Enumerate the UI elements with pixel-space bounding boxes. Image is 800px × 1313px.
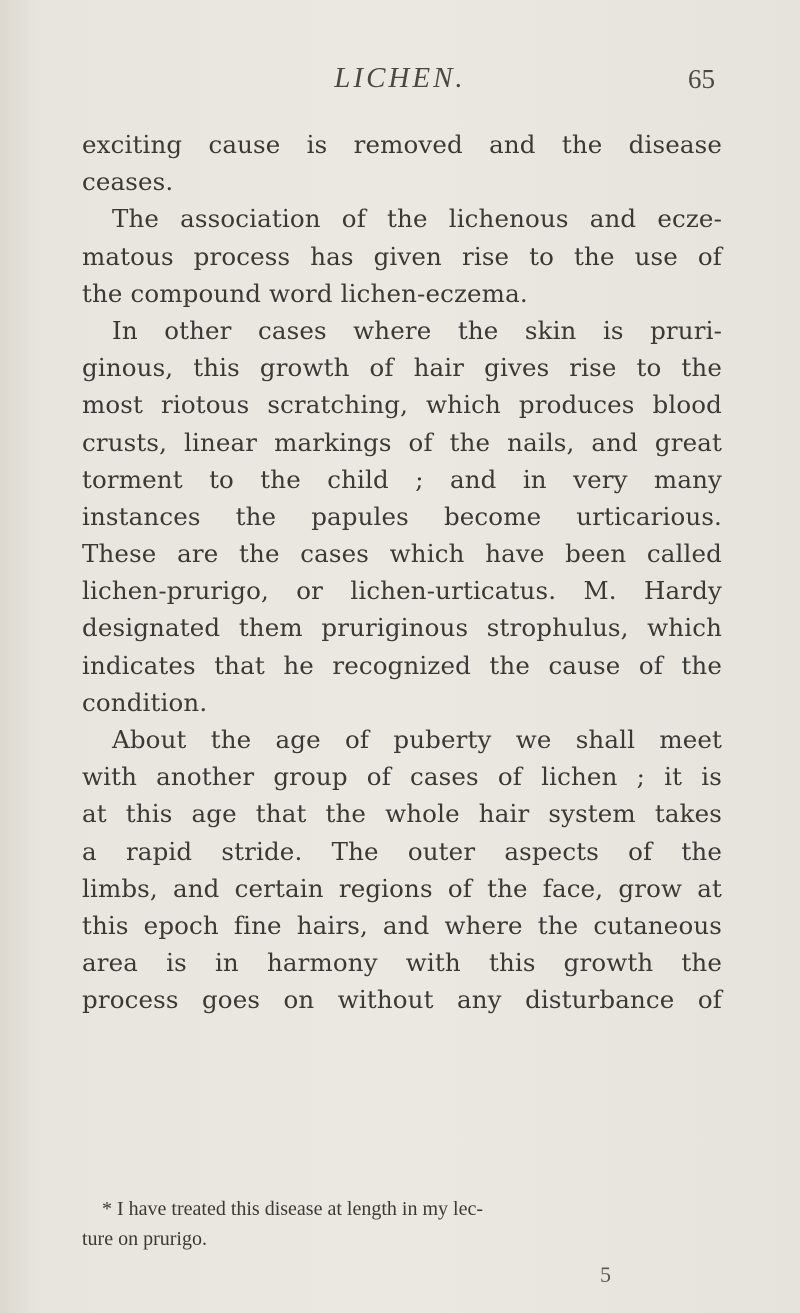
- text-line: instances the papules become urticarious.: [82, 501, 722, 531]
- text-line: crusts, linear markings of the nails, and great: [82, 427, 722, 457]
- text-line: ceases.: [82, 167, 174, 197]
- body-text: [82, 126, 722, 1019]
- text-line: process goes on without any disturbance of: [82, 985, 722, 1015]
- text-line: exciting cause is removed and the disease: [82, 130, 722, 159]
- text-line: with another group of cases of lichen ; it is: [82, 762, 722, 792]
- text-line: matous process has given rise to the use of: [82, 241, 722, 271]
- paragraph-start-line: About the age of puberty we shall meet: [112, 725, 722, 754]
- paragraph-start-line: The association of the lichenous and ecze-: [112, 204, 722, 234]
- text-line: at this age that the whole hair system takes: [82, 799, 722, 829]
- page-number: 65: [688, 64, 715, 94]
- text-line: a rapid stride. The outer aspects of the: [82, 836, 722, 866]
- text-line: designated them pruriginous strophulus, which: [82, 613, 722, 643]
- text-line: ginous, this growth of hair gives rise to the: [82, 353, 722, 383]
- text-line: lichen-prurigo, or lichen-urticatus. M. Hardy: [82, 576, 722, 606]
- running-title: LICHEN.: [334, 62, 466, 94]
- signature-mark: 5: [600, 1262, 611, 1287]
- text-line: area is in harmony with this growth the: [82, 948, 722, 978]
- text-line: this epoch fine hairs, and where the cutaneous: [82, 910, 722, 940]
- text-line: condition.: [82, 687, 208, 717]
- text-line: These are the cases which have been called: [82, 539, 722, 569]
- text-line: limbs, and certain regions of the face, grow at: [82, 873, 722, 903]
- paragraph-start-line: In other cases where the skin is pruri-: [112, 315, 722, 345]
- footnote: [82, 1194, 722, 1254]
- footnote-line: ture on prurigo.: [82, 1228, 207, 1250]
- text-line: most riotous scratching, which produces blood: [82, 390, 722, 420]
- footnote-line: * I have treated this disease at length in my lec-: [102, 1198, 483, 1220]
- text-line: torment to the child ; and in very many: [82, 464, 722, 494]
- text-line: indicates that he recognized the cause of the: [82, 650, 722, 680]
- text-line: the compound word lichen-eczema.: [82, 278, 528, 308]
